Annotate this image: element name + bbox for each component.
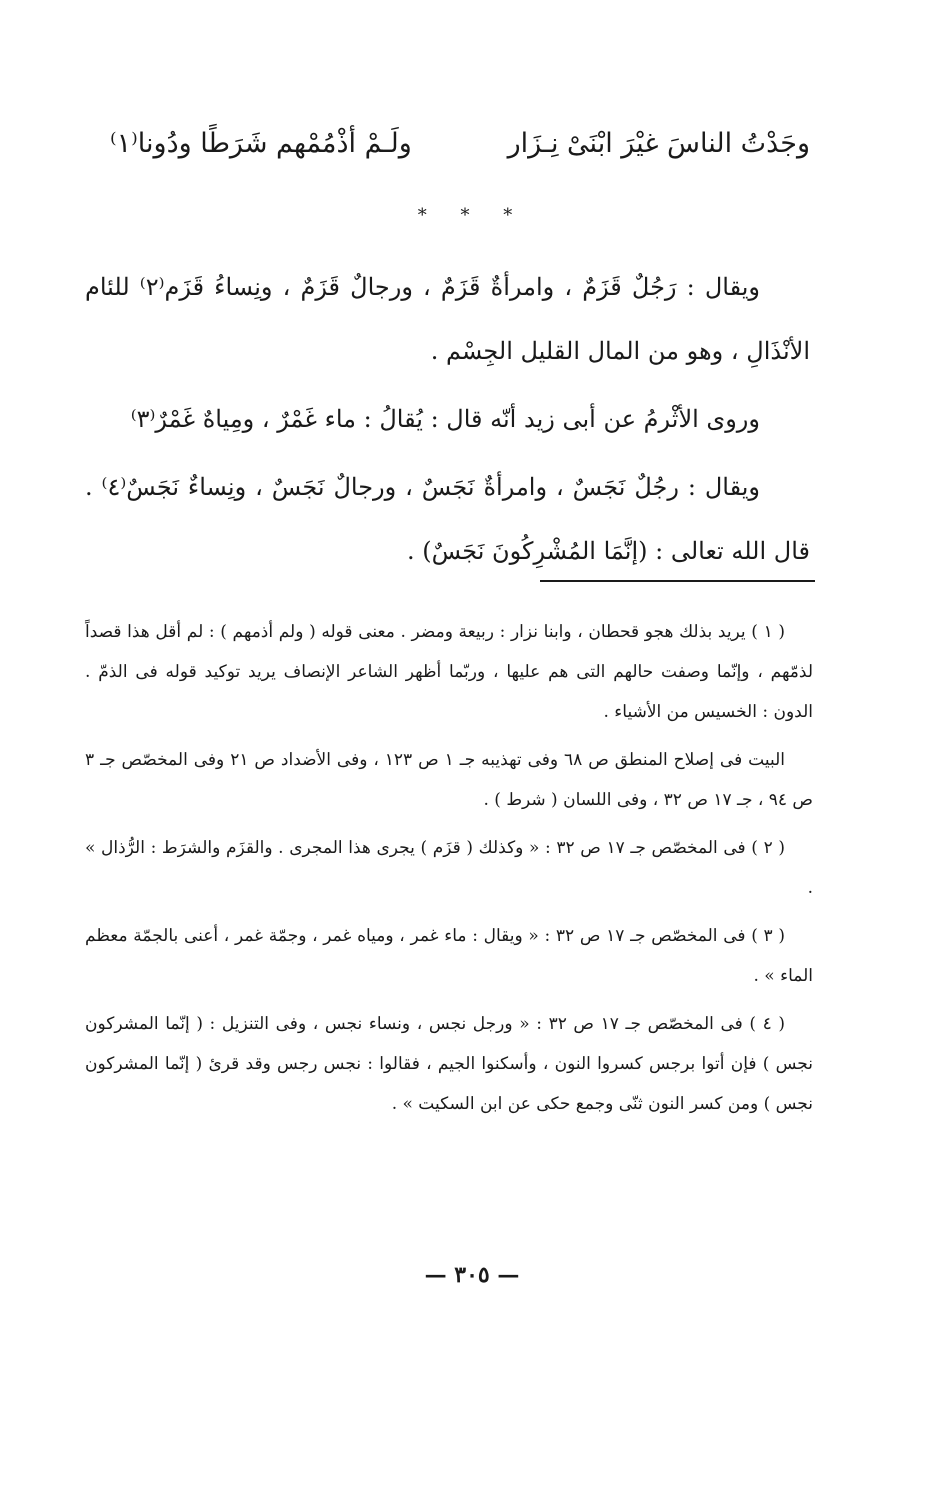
footnote: البيت فى إصلاح المنطق ص ٦٨ وفى تهذيبه جـ ١ ص ١٢٣ ، وفى الأضداد ص ٢١ وفى المخصّص جـ ٣ ص ٩٤ ، جـ ١٧ ص ٣٢ ، وفى اللسان ( شرط ) . <box>85 750 813 810</box>
footnote-divider <box>540 580 815 582</box>
verse-second-hemistich: ولَـمْ أذْمُمْهم شَرَطًا ودُونا⁽١⁾ <box>110 128 412 159</box>
paragraph: وروى الأثْرمُ عن أبى زيد أنّه قال : يُقالُ : ماء غَمْرٌ ، ومِياهٌ غَمْرٌ⁽٣⁾ <box>130 405 760 433</box>
section-separator: * * * <box>417 205 527 226</box>
footnotes <box>85 612 813 1132</box>
poetry-verse <box>110 128 810 178</box>
main-text <box>85 255 810 587</box>
footnote: ( ٣ ) فى المخصّص جـ ١٧ ص ٣٢ : « ويقال : ماء غمر ، ومياه غمر ، وجمّة غمر ، أعنى بالجمّة معظم الماء » . <box>85 926 813 986</box>
paragraph: ويقال : رَجُلٌ قَزَمٌ ، وامرأةٌ قَزَمٌ ، ورجالٌ قَزَمٌ ، ونِساءُ قَزَم⁽٢⁾ للئام الأنْذَالِ ، وهو من المال القليل الجِسْم . <box>85 273 810 365</box>
paragraph: ويقال : رجُلٌ نَجَسٌ ، وامرأةٌ نَجَسٌ ، ورجالٌ نَجَسٌ ، ونِساءٌ نَجَسٌ⁽٤⁾ . قال الله تعالى : (إنَّمَا المُشْرِكُونَ نَجَسٌ) . <box>85 473 810 565</box>
footnote: ( ٢ ) فى المخصّص جـ ١٧ ص ٣٢ : « وكذلك ( قزَم ) يجرى هذا المجرى . والقزَم والشرَط : الرُّذال » . <box>85 838 813 898</box>
page-number: — ٣٠٥ — <box>424 1262 520 1288</box>
footnote: ( ١ ) يريد بذلك هجو قحطان ، وابنا نزار : ربيعة ومضر . معنى قوله ( ولم أذمهم ) : لم أقل هذا قصداً لذمّهم ، وإنّما وصفت حالهم التى هم عليها ، وربّما أظهر الشاعر الإنصاف يريد توكيد قوله فى الذمّ . الدون : الخسيس من الأشياء . <box>85 622 813 722</box>
footnote: ( ٤ ) فى المخصّص جـ ١٧ ص ٣٢ : « ورجل نجس ، ونساء نجس ، وفى التنزيل : ( إنّما المشركون نجس ) فإن أتوا برجس كسروا النون ، وأسكنوا الجيم ، فقالوا : نجس رجس وقد قرئ ( إنّما المشركون نجس ) ومن كسر النون ثنّى وجمع حكى عن ابن السكيت » . <box>85 1014 813 1114</box>
verse-first-hemistich: وجَدْتُ الناسَ غيْرَ ابْنَىْ نِـزَار <box>507 128 810 159</box>
